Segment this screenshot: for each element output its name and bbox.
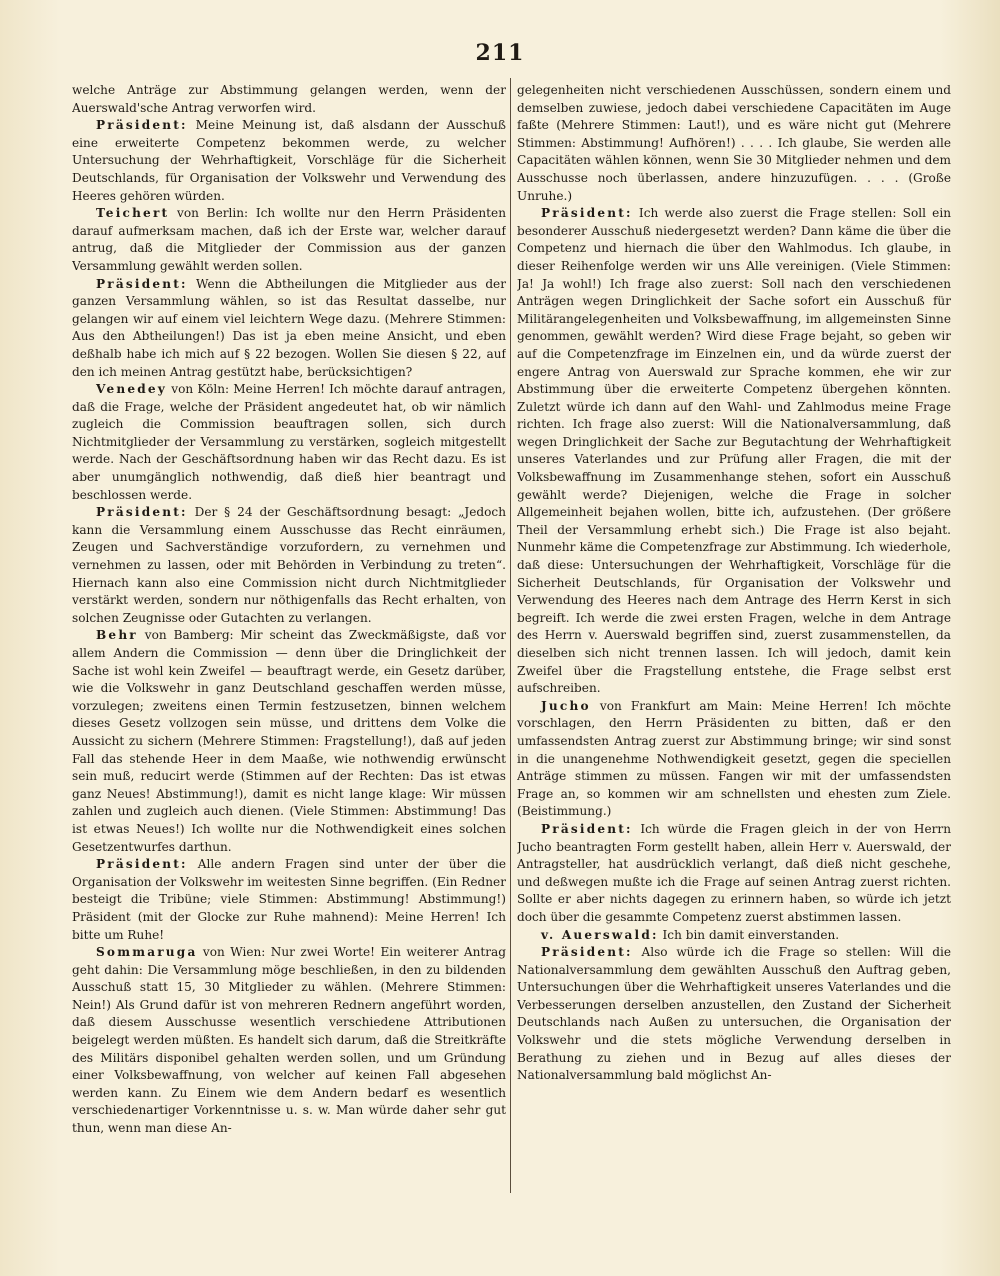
paragraph	[72, 276, 506, 382]
paragraph	[72, 381, 506, 504]
column-divider	[510, 78, 511, 1193]
paragraph	[72, 117, 506, 205]
speaker-name: Behr	[96, 628, 138, 643]
paragraph-text: von Wien: Nur zwei Worte! Ein weiterer Antrag geht dahin: Die Versammlung möge beschließen, in den zu bildenden Ausschuß statt 15, 30 Mitglieder zu wählen. (Mehrere Stimmen: Nein!) Als Grund dafür ist von mehreren Rednern angeführt worden, daß diesem Ausschusse wesentlich verschiedene Attributionen beigelegt werden müßten. Es handelt sich darum, daß die Streitkräfte des Militärs disponibel gehalten werden sollen, und um Gründung einer Volksbewaffnung, von welcher auf keinen Fall abgesehen werden kann. Zu Einem wie dem Andern bedarf es wesentlich verschiedenartiger Vorkenntnisse u. s. w. Man würde daher sehr gut thun, wenn man diese An-	[72, 945, 506, 1136]
paragraph-text: gelegenheiten nicht verschiedenen Ausschüssen, sondern einem und demselben zuwiese, jedoch dabei verschiedene Capacitäten im Auge faßte (Mehrere Stimmen: Laut!), und es wäre nicht gut (Mehrere Stimmen: Abstimmung! Aufhören!) . . . . Ich glaube, Sie werden alle Capacitäten wählen können, wenn Sie 30 Mitglieder nehmen und dem Ausschusse noch überlassen, andere hinzuzufügen. . . . (Große Unruhe.)	[517, 83, 951, 203]
speaker-name: Sommaruga	[96, 945, 198, 960]
paragraph-text: Alle andern Fragen sind unter der über die Organisation der Volkswehr im weitesten Sinne begriffen. (Ein Redner besteigt die Tribüne; viele Stimmen: Abstimmung! Abstimmung!) Präsident (mit der Glocke zur Ruhe mahnend): Meine Herren! Ich bitte um Ruhe!	[72, 857, 506, 942]
paragraph-text: Ich werde also zuerst die Frage stellen: Soll ein besonderer Ausschuß niedergesetzt werden? Dann käme die über die Competenz und hiernach die über den Wahlmodus. Ich glaube, in dieser Reihenfolge werden wir uns Alle vereinigen. (Viele Stimmen: Ja! Ja wohl!) Ich frage also zuerst: Soll nach den verschiedenen Anträgen wegen Dringlichkeit der Sache sofort ein Ausschuß für Militärangelegenheiten und Volksbewaffnung, im allgemeinsten Sinne genommen, gewählt werden? Wird diese Frage bejaht, so geben wir auf die Competenzfrage im Einzelnen ein, und da würde zuerst der engere Antrag von Auerswald zur Sprache kommen, ehe wir zur Abstimmung über die erweiterte Competenz übergehen könnten. Zuletzt würde ich dann auf den Wahl- und Zahlmodus meine Frage richten. Ich frage also zuerst: Will die Nationalversammlung, daß wegen Dringlichkeit der Sache zur Begutachtung der Wehrhaftigkeit unseres Vaterlandes und zur Prüfung aller Fragen, die mit der Volksbewaffnung im Zusammenhange stehen, sofort ein Ausschuß gewählt werde? Diejenigen, welche die Frage in solcher Allgemeinheit bejahen wollen, bitte ich, aufzustehen. (Der größere Theil der Versammlung erhebt sich.) Die Frage ist also bejaht. Nunmehr käme die Competenzfrage zur Abstimmung. Ich wiederhole, daß diese: Untersuchungen der Wehrhaftigkeit, Vorschläge für die Sicherheit Deutschlands, für Organisation der Volkswehr und Verwendung des Heeres nach dem Antrage des Herrn Kerst in sich begreift. Ich werde die zwei ersten Fragen, welche in dem Antrage des Herrn v. Auerswald begriffen sind, zuerst zusammenstellen, da dieselben sich nicht trennen lassen. Ich will jedoch, damit kein Zweifel über die Fragstellung entstehe, die Frage selbst erst aufschreiben.	[517, 206, 951, 696]
paragraph-text: welche Anträge zur Abstimmung gelangen werden, wenn der Auerswald'sche Antrag verworfen wird.	[72, 83, 506, 115]
paragraph-text: Der § 24 der Geschäftsordnung besagt: „Jedoch kann die Versammlung einem Ausschusse das Recht einräumen, Zeugen und Sachverständige vorzufordern, zu vernehmen und vernehmen zu lassen, oder mit Behörden in Verbindung zu treten“. Hiernach kann also eine Commission nicht durch Nichtmitglieder verstärkt werden, sondern nur nöthigenfalls das Recht erhalten, von solchen Zeugnisse oder Gutachten zu verlangen.	[72, 505, 506, 625]
paragraph	[72, 856, 506, 944]
left-column	[72, 82, 506, 1252]
paragraph-text: Wenn die Abtheilungen die Mitglieder aus der ganzen Versammlung wählen, so ist das Resultat dasselbe, nur gelangen wir auf einem viel leichtern Wege dazu. (Mehrere Stimmen: Aus den Abtheilungen!) Das ist ja eben meine Ansicht, und eben deßhalb habe ich mich auf § 22 bezogen. Wollen Sie diesen § 22, auf den ich meinen Antrag gestützt habe, berücksichtigen?	[72, 276, 506, 379]
paragraph	[517, 82, 951, 205]
speaker-name: Präsident:	[96, 505, 188, 520]
paragraph	[72, 504, 506, 627]
speaker-name: Präsident:	[541, 821, 633, 836]
paragraph	[72, 944, 506, 1138]
paragraph-text: Ich würde die Fragen gleich in der von Herrn Jucho beantragten Form gestellt haben, allein Herr v. Auerswald, der Antragsteller, hat ausdrücklich verlangt, daß dieß nicht geschehe, und deßwegen mußte ich die Frage auf seinen Antrag zuerst richten. Sollte er aber nichts dagegen zu erinnern haben, so würde ich jetzt doch über die gesammte Competenz zuerst abstimmen lassen.	[517, 821, 951, 924]
paragraph-text: von Berlin: Ich wollte nur den Herrn Präsidenten darauf aufmerksam machen, daß ich der Erste war, welcher darauf antrug, daß die Mitglieder der Commission aus der ganzen Versammlung gewählt werden sollen.	[72, 206, 506, 273]
speaker-name: Präsident:	[541, 206, 633, 221]
paragraph	[517, 698, 951, 821]
page-number: 211	[475, 40, 525, 66]
speaker-name: Jucho	[541, 698, 591, 713]
speaker-name: Präsident:	[541, 945, 633, 960]
paragraph	[517, 927, 951, 945]
paragraph-text: Also würde ich die Frage so stellen: Will die Nationalversammlung dem gewählten Ausschuß den Auftrag geben, Untersuchungen über die Wehrhaftigkeit unseres Vaterlandes und die Verbesserungen derselben anzustellen, den Zustand der Sicherheit Deutschlands nach Außen zu untersuchen, die Organisation der Volkswehr und die stets mögliche Verwendung derselben in Berathung zu ziehen und in Bezug auf alles dieses der Nationalversammlung bald möglichst An-	[517, 945, 951, 1083]
paragraph	[517, 944, 951, 1085]
paragraph-text: von Köln: Meine Herren! Ich möchte darauf antragen, daß die Frage, welche der Präsident angedeutet hat, ob wir nämlich zugleich die Commission beauftragen sollen, sich durch Nichtmitglieder der Versammlung zu verstärken, sogleich mitgestellt werde. Nach der Geschäftsordnung haben wir das Recht dazu. Es ist aber unumgänglich nothwendig, daß dieß hier beantragt und beschlossen werde.	[72, 382, 506, 502]
paragraph-text: von Frankfurt am Main: Meine Herren! Ich möchte vorschlagen, den Herrn Präsidenten zu bitten, daß er den umfassendsten Antrag zuerst zur Abstimmung bringe; wir sind sonst in die unangenehme Nothwendigkeit gesetzt, gegen die speciellen Anträge stimmen zu müssen. Fangen wir mit der umfassendsten Frage an, so kommen wir am schnellsten und ehesten zum Ziele. (Beistimmung.)	[517, 698, 951, 819]
paragraph-text: Meine Meinung ist, daß alsdann der Ausschuß eine erweiterte Competenz bekommen werde, zu welcher Untersuchung der Wehrhaftigkeit, Vorschläge für die Sicherheit Deutschlands, für Organisation der Volkswehr und Verwendung des Heeres gehören würden.	[72, 118, 506, 203]
speaker-name: Präsident:	[96, 118, 188, 133]
speaker-name: v. Auerswald:	[541, 927, 659, 942]
speaker-name: Teichert	[96, 206, 170, 221]
paragraph	[72, 205, 506, 275]
paragraph	[517, 821, 951, 927]
speaker-name: Präsident:	[96, 857, 188, 872]
right-column	[517, 82, 951, 1252]
paragraph	[72, 82, 506, 117]
paragraph	[517, 205, 951, 698]
paragraph	[72, 627, 506, 856]
paragraph-text: Ich bin damit einverstanden.	[662, 927, 840, 942]
speaker-name: Venedey	[96, 382, 168, 397]
speaker-name: Präsident:	[96, 276, 188, 291]
paragraph-text: von Bamberg: Mir scheint das Zweckmäßigste, daß vor allem Andern die Commission — denn über die Dringlichkeit der Sache ist wohl kein Zweifel — beauftragt werde, ein Gesetz darüber, wie die Volkswehr in ganz Deutschland geschaffen werden müsse, vorzulegen; zweitens einen Termin festzusetzen, binnen welchem dieses Gesetz vollzogen sein müsse, und drittens dem Volke die Aussicht zu sichern (Mehrere Stimmen: Fragstellung!), daß auf jeden Fall das stehende Heer in dem Maaße, wie nothwendig erwünscht sein muß, reducirt werde (Stimmen auf der Rechten: Das ist etwas ganz Neues! Abstimmung!), damit es nicht lange klage: Wir müssen zahlen und zugleich auch dienen. (Viele Stimmen: Abstimmung! Das ist etwas Neues!) Ich wollte nur die Nothwendigkeit eines solchen Gesetzentwurfes darthun.	[72, 628, 506, 854]
